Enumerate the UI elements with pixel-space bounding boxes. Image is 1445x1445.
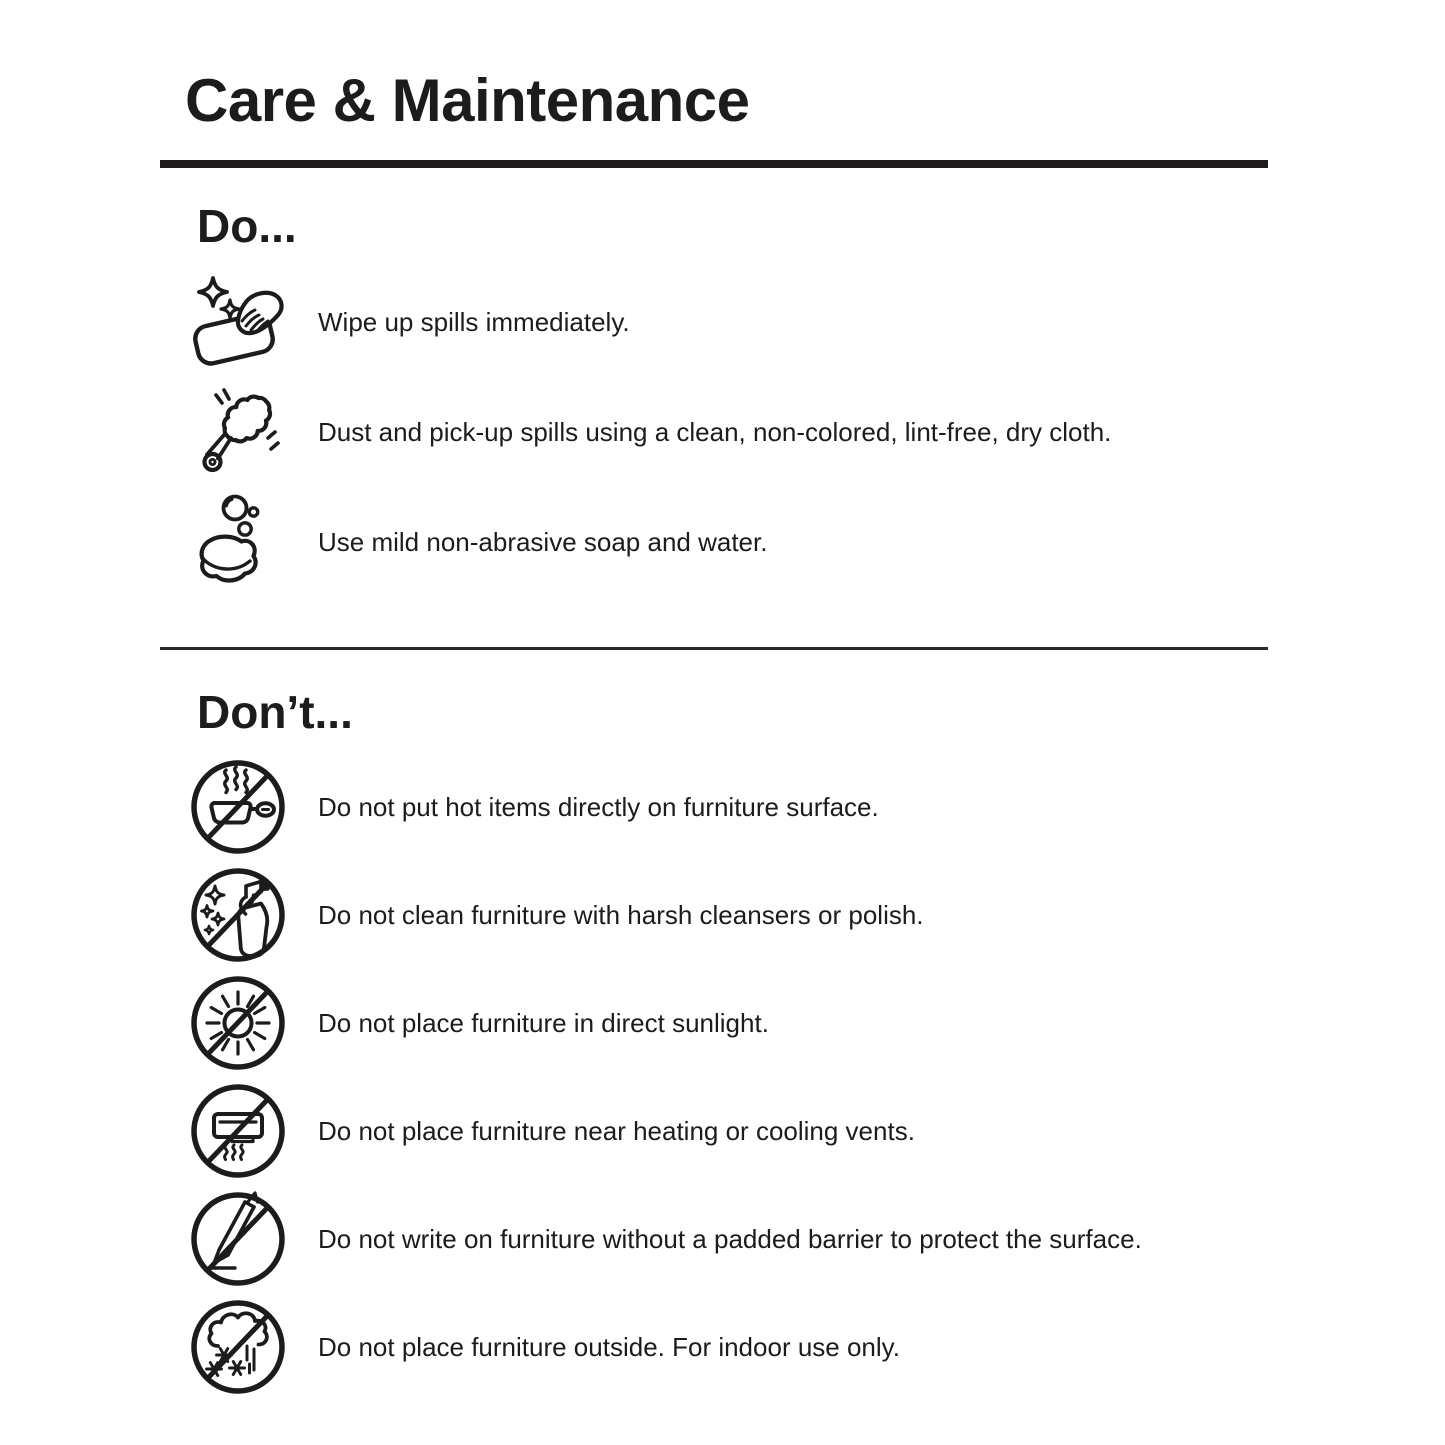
care-item <box>188 1293 1445 1401</box>
no-direct-sunlight-icon <box>188 973 288 1073</box>
sponge-soap-icon <box>188 492 288 592</box>
care-item <box>188 861 1445 969</box>
care-item-text: Do not place furniture near heating or cooling vents. <box>318 1115 915 1146</box>
care-item-text: Dust and pick-up spills using a clean, non-colored, lint-free, dry cloth. <box>318 416 1112 447</box>
dont-section <box>160 686 1445 1401</box>
care-item-text: Do not place furniture in direct sunlight. <box>318 1007 769 1038</box>
care-item <box>188 487 1445 597</box>
care-item <box>188 753 1445 861</box>
no-outdoor-use-icon <box>188 1297 288 1397</box>
do-heading: Do... <box>197 200 297 252</box>
care-item <box>188 267 1445 377</box>
care-item-text: Do not write on furniture without a padded barrier to protect the surface. <box>318 1223 1142 1254</box>
care-item-text: Do not put hot items directly on furniture surface. <box>318 791 879 822</box>
care-item-text: Use mild non-abrasive soap and water. <box>318 526 768 557</box>
section-divider <box>160 647 1268 650</box>
care-item <box>188 377 1445 487</box>
no-hot-items-icon <box>188 757 288 857</box>
dont-heading: Don’t... <box>197 685 353 738</box>
duster-icon <box>188 382 288 482</box>
care-item <box>188 1077 1445 1185</box>
care-item-text: Do not clean furniture with harsh cleansers or polish. <box>318 899 924 930</box>
wipe-hand-icon <box>188 272 288 372</box>
care-item-text: Wipe up spills immediately. <box>318 306 630 337</box>
page-title: Care & Maintenance <box>185 67 750 134</box>
no-harsh-cleansers-icon <box>188 865 288 965</box>
do-section <box>160 200 1445 597</box>
no-heating-vents-icon <box>188 1081 288 1181</box>
care-item <box>188 969 1445 1077</box>
care-item <box>188 1185 1445 1293</box>
title-rule <box>160 160 1268 168</box>
care-item-text: Do not place furniture outside. For indoor use only. <box>318 1331 900 1362</box>
no-writing-icon <box>188 1189 288 1289</box>
